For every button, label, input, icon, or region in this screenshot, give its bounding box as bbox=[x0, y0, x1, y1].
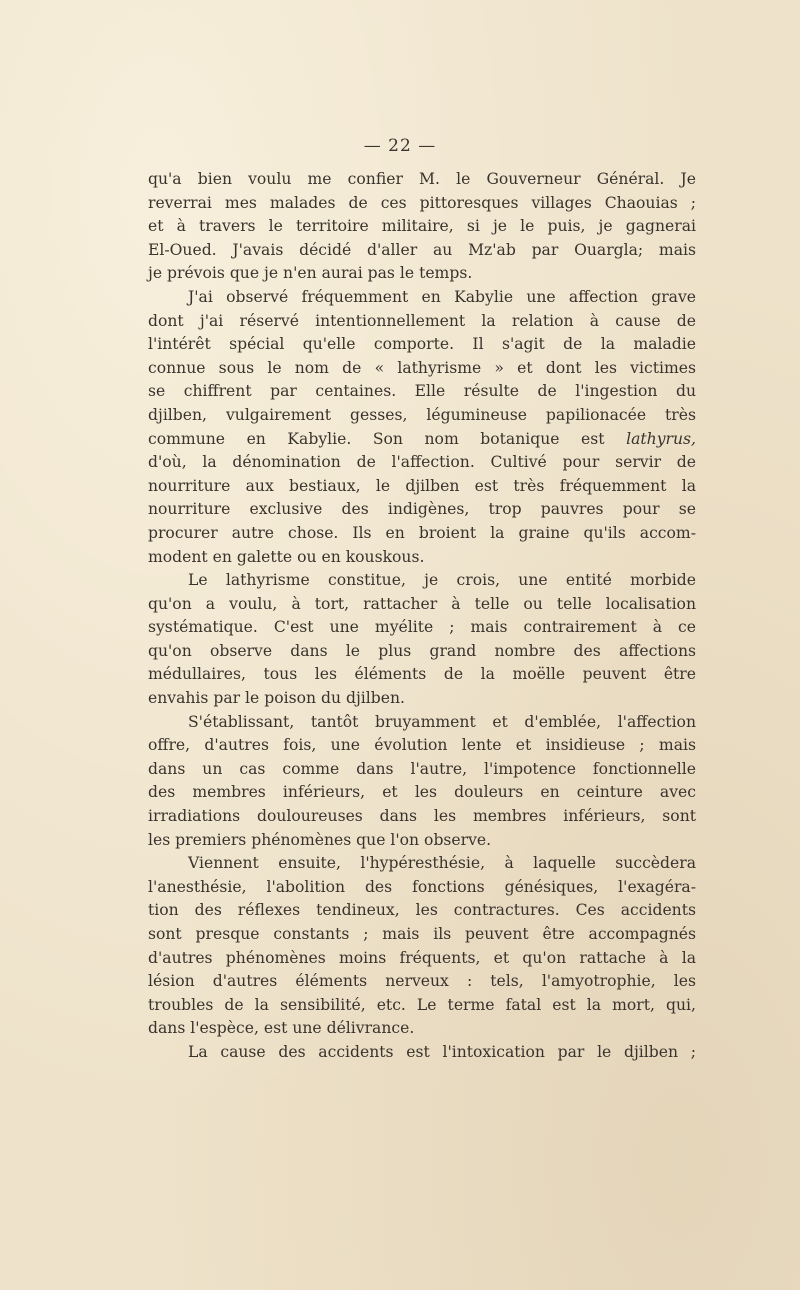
text-line: dans un cas comme dans l'autre, l'impotence fonctionnelle bbox=[148, 759, 696, 778]
text-line: reverrai mes malades de ces pittoresques villages Chaouias ; bbox=[148, 193, 696, 212]
text-line: d'où, la dénomination de l'affection. Cultivé pour servir de bbox=[148, 453, 696, 472]
text-line: je prévois que je n'en aurai pas le temps. bbox=[148, 264, 473, 283]
text-line: et à travers le territoire militaire, si je le puis, je gagnerai bbox=[148, 217, 696, 236]
text-line: l'anesthésie, l'abolition des fonctions génésiques, l'exagéra- bbox=[148, 877, 696, 896]
text-line: procurer autre chose. Ils en broient la graine qu'ils accom- bbox=[148, 523, 696, 542]
text-line: les premiers phénomènes que l'on observe. bbox=[148, 830, 492, 849]
text-line: tion des réflexes tendineux, les contractures. Ces accidents bbox=[148, 901, 696, 920]
text-line: La cause des accidents est l'intoxication par le djilben ; bbox=[188, 1042, 696, 1061]
text-line: offre, d'autres fois, une évolution lente et insidieuse ; mais bbox=[148, 736, 696, 755]
text-line: d'autres phénomènes moins fréquents, et qu'on rattache à la bbox=[148, 948, 696, 967]
text-line: irradiations douloureuses dans les membres inférieurs, sont bbox=[148, 807, 696, 826]
text-line: médullaires, tous les éléments de la moëlle peuvent être bbox=[148, 665, 696, 684]
text-line: S'établissant, tantôt bruyamment et d'emblée, l'affection bbox=[188, 712, 696, 731]
text-line: troubles de la sensibilité, etc. Le terme fatal est la mort, qui, bbox=[148, 995, 696, 1014]
text-line: El-Oued. J'avais décidé d'aller au Mz'ab par Ouargla; mais bbox=[148, 240, 696, 259]
text-line: djilben, vulgairement gesses, légumineuse papilionacée très bbox=[148, 405, 696, 424]
text-line: nourriture aux bestiaux, le djilben est très fréquemment la bbox=[148, 476, 696, 495]
text-line: l'intérêt spécial qu'elle comporte. Il s'agit de la maladie bbox=[148, 335, 696, 354]
text-line: qu'a bien voulu me confier M. le Gouverneur Général. Je bbox=[148, 170, 696, 188]
italic-term: lathyrus, bbox=[626, 429, 696, 448]
text-line: envahis par le poison du djilben. bbox=[148, 689, 405, 708]
text-line: Viennent ensuite, l'hypéresthésie, à laquelle succèdera bbox=[188, 854, 696, 873]
text-line: Le lathyrisme constitue, je crois, une entité morbide bbox=[188, 571, 696, 590]
text-line: sont presque constants ; mais ils peuvent être accompagnés bbox=[148, 925, 696, 943]
body-text bbox=[148, 168, 696, 1065]
text-line: qu'on observe dans le plus grand nombre des affections bbox=[148, 641, 696, 660]
text-line: commune en Kabylie. Son nom botanique est lathyrus, bbox=[148, 429, 696, 448]
text-line: systématique. C'est une myélite ; mais contrairement à ce bbox=[148, 618, 696, 637]
text-line: dans l'espèce, est une délivrance. bbox=[148, 1019, 415, 1038]
text-line: dont j'ai réservé intentionnellement la relation à cause de bbox=[148, 311, 696, 330]
text-line: des membres inférieurs, et les douleurs en ceinture avec bbox=[148, 783, 696, 802]
text-line: modent en galette ou en kouskous. bbox=[148, 547, 425, 566]
text-line: nourriture exclusive des indigènes, trop pauvres pour se bbox=[148, 500, 696, 519]
text-line: J'ai observé fréquemment en Kabylie une affection grave bbox=[188, 287, 696, 306]
text-line: se chiffrent par centaines. Elle résulte de l'ingestion du bbox=[148, 382, 696, 401]
page-number: — 22 — bbox=[363, 136, 437, 156]
text-line: connue sous le nom de « lathyrisme » et dont les victimes bbox=[148, 358, 696, 377]
text-line: qu'on a voulu, à tort, rattacher à telle ou telle localisation bbox=[148, 594, 696, 613]
text-line: lésion d'autres éléments nerveux : tels, l'amyotrophie, les bbox=[148, 972, 696, 991]
